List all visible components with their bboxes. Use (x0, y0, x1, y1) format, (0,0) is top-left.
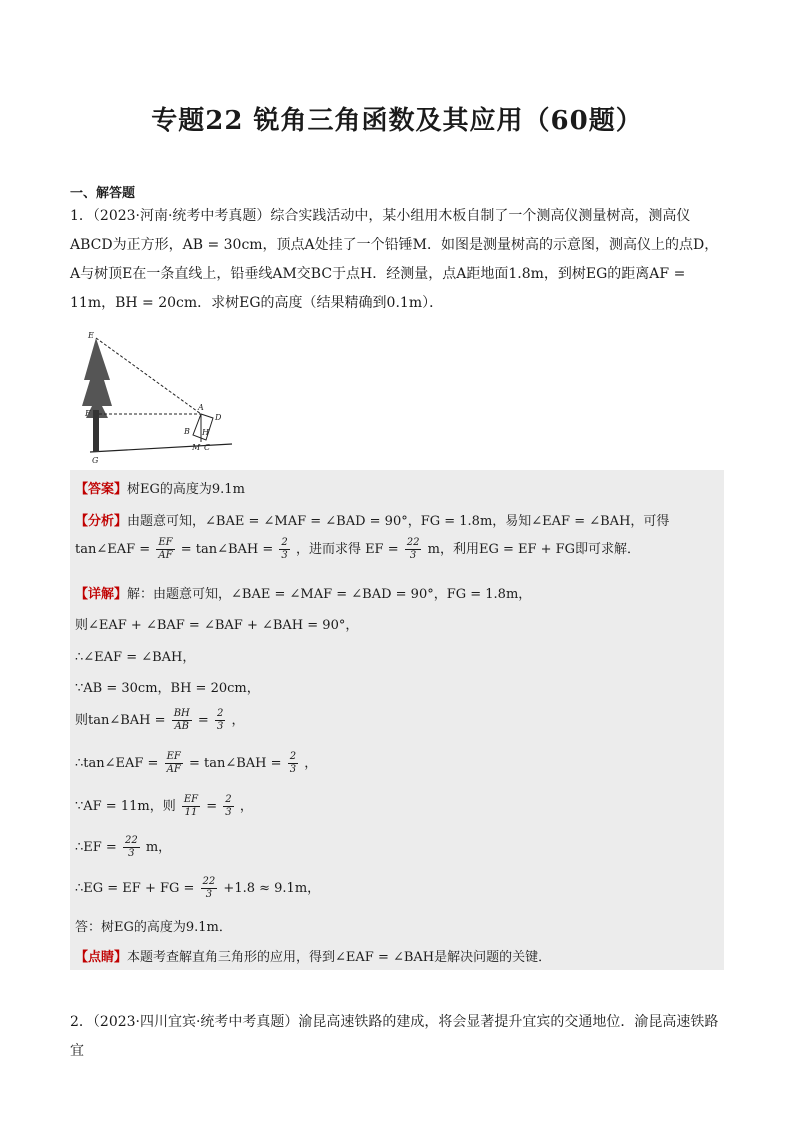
comment-text: 本题考查解直角三角形的应用，得到∠EAF = ∠BAH是解决问题的关键． (127, 950, 552, 965)
label-H: H (202, 428, 209, 437)
fraction-denominator: 3 (409, 550, 417, 561)
analysis-tan-bah: = tan∠BAH = (180, 542, 274, 557)
tree-trunk (93, 410, 99, 452)
tree-crown (82, 338, 112, 418)
detail-row-6 (75, 751, 317, 776)
fraction (223, 794, 233, 819)
detail-7-end: ， (239, 799, 253, 814)
analysis-tag: 【分析】 (75, 514, 128, 529)
fraction (182, 794, 200, 819)
analysis-ef: ，进而求得 EF = (295, 542, 399, 557)
detail-9-end: +1.8 ≈ 9.1m， (223, 881, 321, 896)
page-title: 专题22 锐角三角函数及其应用（60题） (151, 106, 643, 136)
fraction-numerator: 22 (202, 876, 216, 887)
analysis-row-1 (75, 510, 669, 529)
fraction-numerator: 2 (225, 794, 232, 805)
detail-5-pre: 则tan∠BAH = (75, 713, 166, 728)
label-M: M (192, 443, 201, 452)
detail-row-9 (75, 876, 320, 901)
detail-row-8 (75, 835, 171, 860)
conclusion-row: 答：树EG的高度为9.1m． (75, 920, 232, 935)
fraction-numerator: EF (166, 751, 181, 762)
fraction (215, 708, 225, 733)
detail-7-mid: = (206, 799, 218, 814)
answer-tag: 【答案】 (75, 482, 128, 497)
fraction-denominator: 3 (205, 889, 213, 900)
analysis-row-2 (75, 537, 640, 562)
detail-tag: 【详解】 (75, 587, 128, 602)
analysis-end: m，利用EG = EF + FG即可求解． (427, 542, 641, 557)
fraction-numerator: BH (173, 708, 190, 719)
detail-5-mid: = (197, 713, 209, 728)
label-B: B (184, 427, 190, 436)
fraction-denominator: 3 (128, 848, 135, 859)
detail-row-4: ∵AB = 30cm，BH = 20cm， (75, 681, 260, 696)
detail-6-end: ， (304, 756, 318, 771)
question-1-text: 1．（2023·河南·统考中考真题）综合实践活动中，某小组用木板自制了一个测高仪测量树高，测高仪ABCD为正方形，AB = 30cm，顶点A处挂了一个铅锤M．如图是测量树高的示意图，测高仪上的点D，A与树顶E在一条直线上，铅垂线AM交BC于点H．经测量，点A距地面1.8m，到树EG的距离AF = 11m，BH = 20cm．求树EG的高度（结果精确到0.1m）． (70, 208, 719, 311)
detail-6-pre: ∴tan∠EAF = (75, 756, 159, 771)
fraction-denominator: 11 (184, 807, 198, 818)
fraction-numerator: 2 (216, 708, 224, 719)
label-G: G (92, 456, 99, 465)
tree-measurement-figure (82, 330, 242, 466)
fraction-numerator: 22 (406, 537, 420, 548)
detail-8-pre: ∴EF = (75, 840, 117, 855)
label-F: F (85, 409, 91, 418)
fraction-numerator: 2 (289, 751, 297, 762)
fraction-numerator: EF (158, 537, 173, 548)
question-2-text: 2．（2023·四川宜宾·统考中考真题）渝昆高速铁路的建成，将会显著提升宜宾的交通地位．渝昆高速铁路宜 (70, 1014, 719, 1059)
label-C: C (204, 443, 211, 452)
analysis-text-1: 由题意可知，∠BAE = ∠MAF = ∠BAD = 90°，FG = 1.8m，易知∠EAF = ∠BAH，可得 (127, 514, 670, 529)
fraction-denominator: AB (174, 721, 190, 732)
fraction (165, 751, 183, 776)
analysis-tan-eaf: tan∠EAF = (75, 542, 151, 557)
detail-5-end: ， (231, 713, 245, 728)
fraction-numerator: EF (183, 794, 199, 805)
fraction-denominator: AF (166, 764, 181, 775)
detail-row-1 (75, 583, 531, 602)
detail-row-3: ∴∠EAF = ∠BAH， (75, 650, 196, 665)
fraction (172, 708, 192, 733)
sight-line-ea (96, 338, 201, 414)
detail-8-end: m， (145, 840, 172, 855)
detail-7-pre: ∵AF = 11m，则 (75, 799, 176, 814)
fraction-numerator: 22 (124, 835, 138, 846)
detail-6-mid: = tan∠BAH = (188, 756, 282, 771)
comment-tag: 【点睛】 (75, 950, 128, 965)
detail-row-5 (75, 708, 244, 733)
fraction-numerator: 2 (281, 537, 288, 548)
answer-row (75, 478, 245, 497)
fraction-denominator: 3 (289, 764, 297, 775)
section-heading: 一、解答题 (70, 186, 136, 201)
fraction-denominator: 3 (216, 721, 224, 732)
label-D: D (215, 413, 222, 422)
detail-row-7 (75, 794, 253, 819)
detail-text-1: 解：由题意可知，∠BAE = ∠MAF = ∠BAD = 90°，FG = 1.8m， (127, 587, 532, 602)
fraction (288, 751, 298, 776)
answer-text: 树EG的高度为9.1m (127, 482, 245, 497)
fraction-denominator: AF (158, 550, 173, 561)
label-A: A (198, 403, 204, 412)
fraction (123, 835, 140, 860)
fraction (156, 537, 174, 562)
fraction (405, 537, 422, 562)
detail-row-2: 则∠EAF + ∠BAF = ∠BAF + ∠BAH = 90°， (75, 618, 359, 633)
ground-line (90, 444, 232, 452)
fraction (201, 876, 218, 901)
label-E: E (88, 331, 94, 340)
fraction (279, 537, 289, 562)
comment-row (75, 946, 551, 965)
fraction-denominator: 3 (281, 550, 288, 561)
fraction-denominator: 3 (225, 807, 232, 818)
detail-9-pre: ∴EG = EF + FG = (75, 881, 195, 896)
